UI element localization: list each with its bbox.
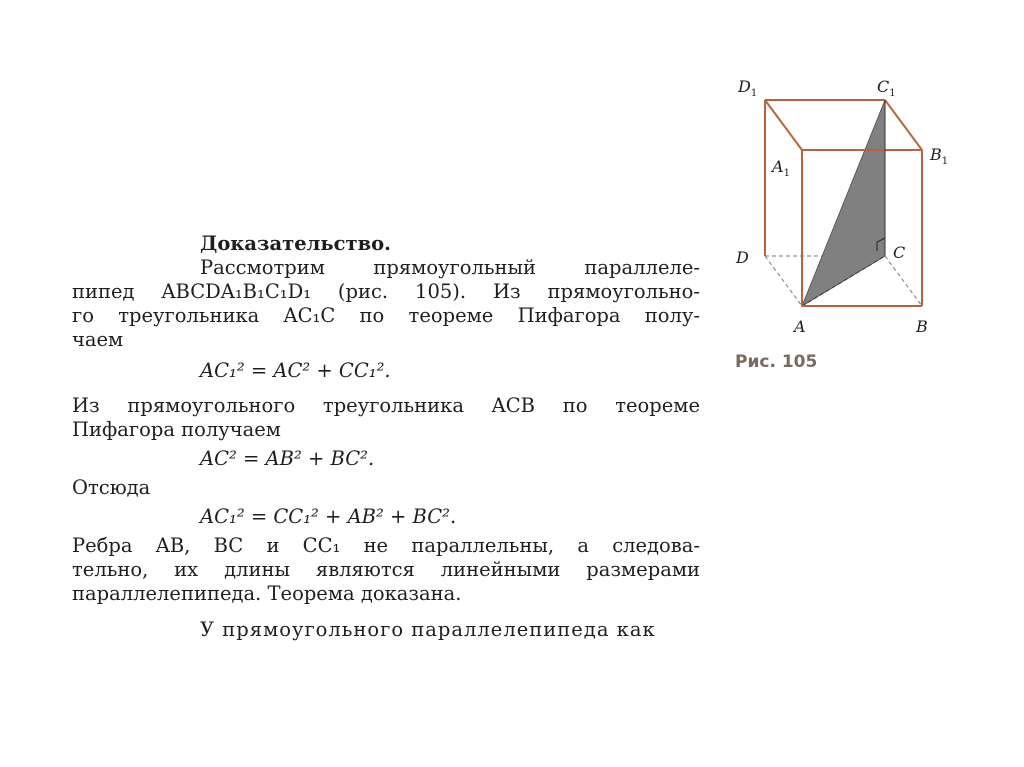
label-d: D: [736, 248, 749, 267]
edge-c1b1: [885, 100, 922, 150]
paragraph-line: Рассмотрим прямоугольный параллеле-: [200, 256, 700, 279]
cut-off-text: У прямоугольного параллелепипеда как: [200, 618, 656, 641]
label-c: C: [893, 243, 906, 262]
edge-d1a1: [765, 100, 802, 150]
formula-3: AC₁² = CC₁² + AB² + BC².: [200, 505, 457, 528]
label-b1: $B_1$: [930, 145, 949, 167]
label-a1: $A_1$: [772, 157, 790, 179]
paragraph-line: Из прямоугольного треугольника ACB по теореме: [72, 394, 700, 417]
paragraph-line: параллелепипеда. Теорема доказана.: [72, 582, 462, 605]
paragraph-line: пипед ABCDA₁B₁C₁D₁ (рис. 105). Из прямоугольно-: [72, 280, 700, 303]
parallelepiped-diagram: [720, 70, 960, 380]
formula-2: AC² = AB² + BC².: [200, 447, 375, 470]
proof-text: [72, 232, 700, 606]
label-c1: $C_1$: [877, 77, 896, 99]
paragraph-line: тельно, их длины являются линейными размерами: [72, 558, 700, 581]
edge-da: [765, 256, 802, 306]
triangle-ac1c: [802, 100, 885, 306]
label-a: A: [794, 317, 806, 336]
paragraph-line: Ребра AB, BC и CC₁ не параллельны, а следова-: [72, 534, 700, 557]
label-d1: $D_1$: [738, 77, 758, 99]
figure-105: [720, 70, 960, 380]
label-b: B: [916, 317, 928, 336]
paragraph-line: Пифагора получаем: [72, 418, 281, 441]
paragraph-line: го треугольника AC₁C по теореме Пифагора полу-: [72, 304, 700, 327]
edge-cb: [885, 256, 922, 306]
cut-off-line: [200, 618, 700, 641]
paragraph-line: чаем: [72, 328, 124, 351]
proof-heading: Доказательство.: [200, 232, 391, 255]
paragraph-line: Отсюда: [72, 476, 151, 499]
formula-1: AC₁² = AC² + CC₁².: [200, 359, 391, 382]
figure-caption: Рис. 105: [735, 352, 818, 372]
